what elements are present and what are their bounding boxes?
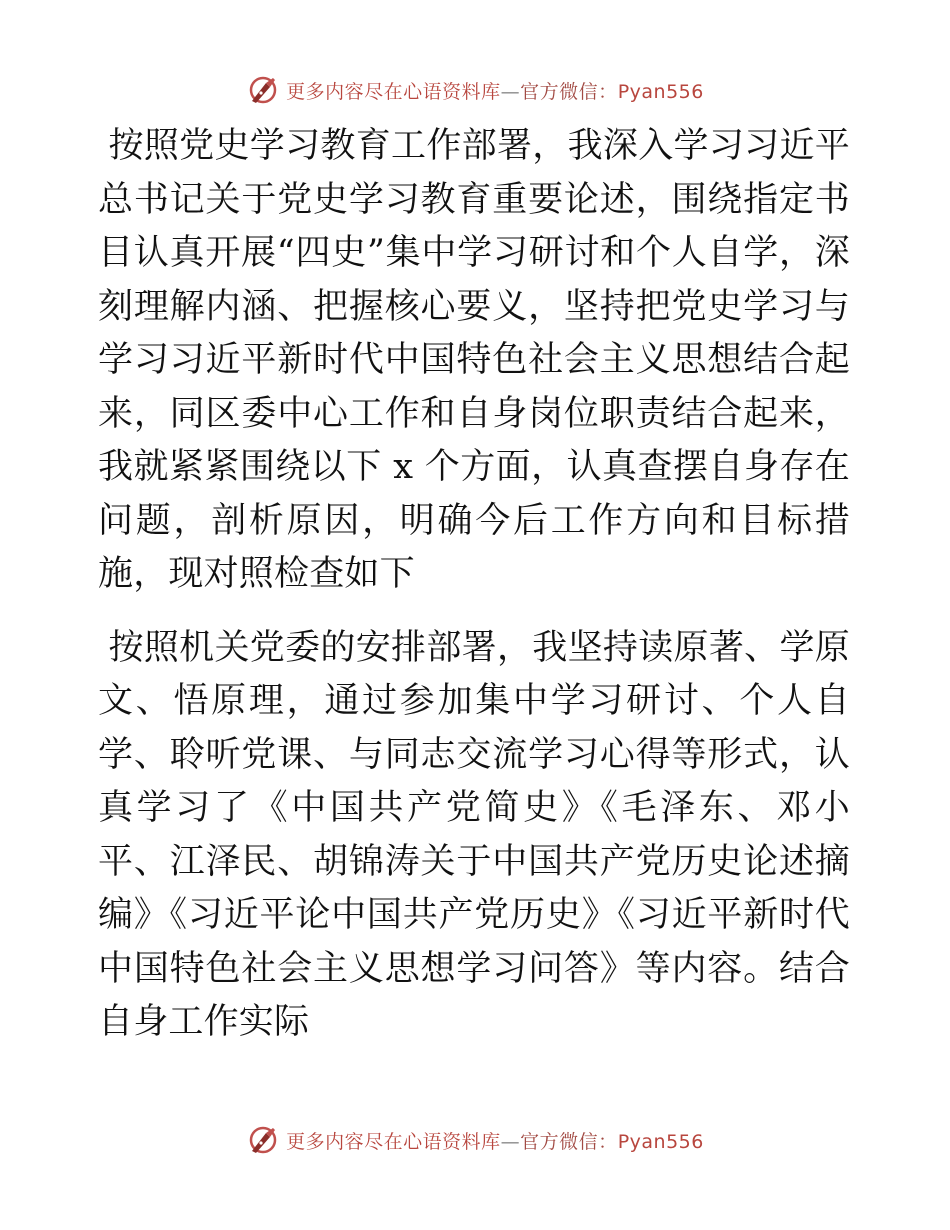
banner-site-name: 更多内容尽在心语资料库 (286, 80, 501, 103)
banner-dash: — (500, 1130, 521, 1153)
banner-wechat-id: Pyan556 (617, 80, 704, 103)
banner-wechat-label: 官方微信： (520, 1130, 618, 1153)
pen-nib-logo-icon (246, 1123, 280, 1157)
footer-banner (0, 1120, 950, 1160)
banner-wechat-id: Pyan556 (617, 1130, 704, 1153)
banner-text (286, 77, 704, 104)
document-body (98, 120, 850, 1050)
paragraph-1: 按照党史学习教育工作部署，我深入学习习近平总书记关于党史学习教育重要论述，围绕指定书目认真开展“四史”集中学习研讨和个人自学，深刻理解内涵、把握核心要义，坚持把党史学习与学习习近平新时代中国特色社会主义思想结合起来，同区委中心工作和自身岗位职责结合起来，我就紧紧围绕以下 x 个方面，认真查摆自身存在问题，剖析原因，明确今后工作方向和目标措施，现对照检查如下 (98, 126, 850, 594)
banner-wechat-label: 官方微信： (520, 80, 618, 103)
header-banner (0, 70, 950, 110)
pen-nib-logo-icon (246, 73, 280, 107)
paragraph-2: 按照机关党委的安排部署，我坚持读原著、学原文、悟原理，通过参加集中学习研讨、个人自学、聆听党课、与同志交流学习心得等形式，认真学习了《中国共产党简史》《毛泽东、邓小平、江泽民、胡锦涛关于中国共产党历史论述摘编》《习近平论中国共产党历史》《习近平新时代中国特色社会主义思想学习问答》等内容。结合自身工作实际 (98, 627, 850, 1042)
banner-site-name: 更多内容尽在心语资料库 (286, 1130, 501, 1153)
banner-text (286, 1127, 704, 1154)
banner-dash: — (500, 80, 521, 103)
